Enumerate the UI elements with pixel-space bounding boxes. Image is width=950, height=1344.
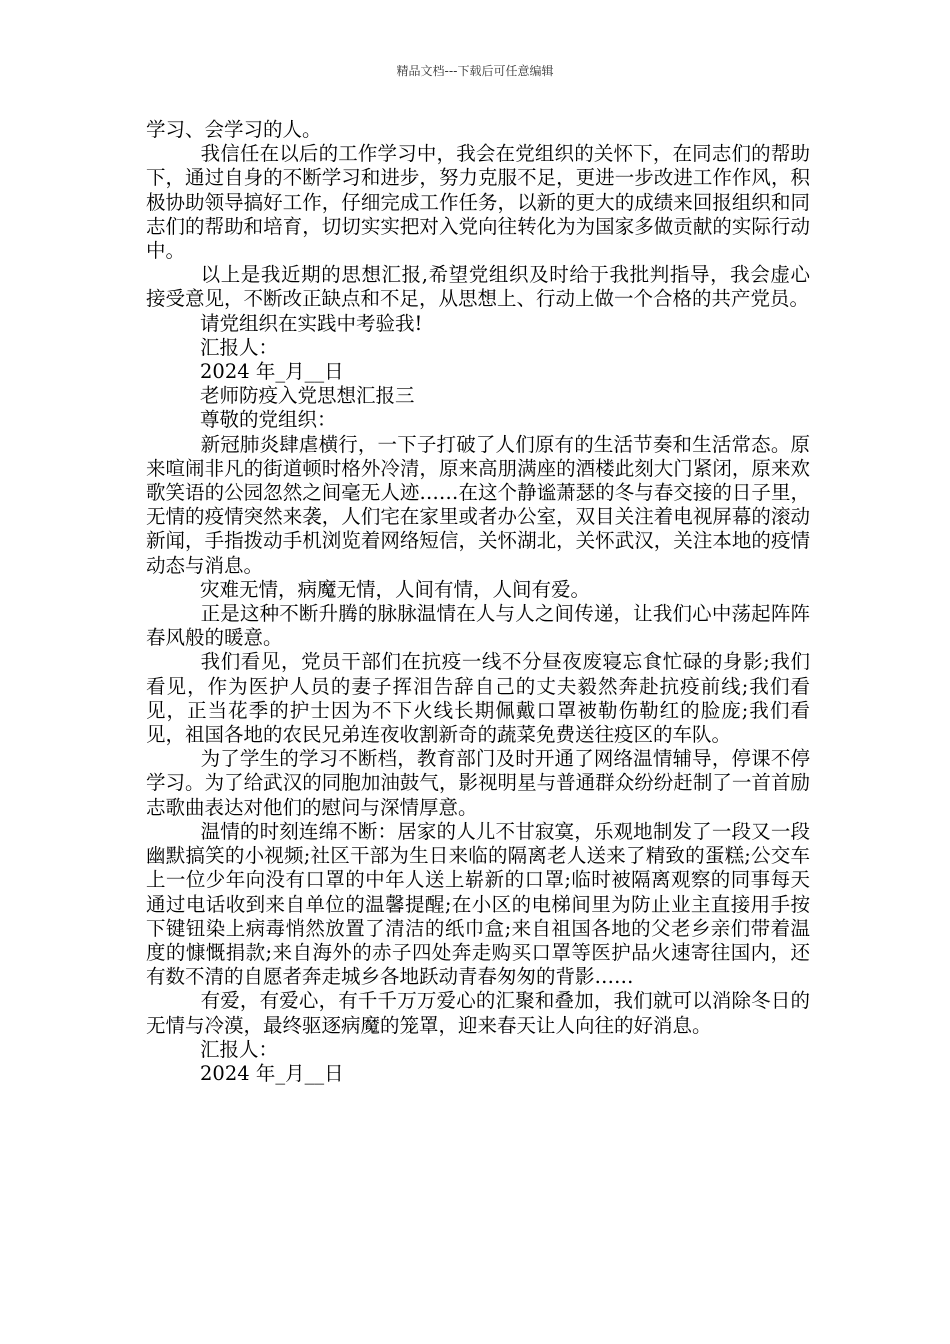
report-date: 2024 年_月__日: [200, 360, 344, 384]
section-title: 老师防疫入党思想汇报三: [200, 384, 415, 408]
paragraph-education: 为了学生的学习不断档，教育部门及时开通了网络温情辅导，停课不停学习。为了给武汉的同胞加油鼓气，影视明星与普通群众纷纷赶制了一首首励志歌曲表达对他们的慰问与深情厚意。: [146, 747, 810, 819]
reporter-label-2: 汇报人：: [200, 1037, 279, 1061]
paragraph-commitment: 我信任在以后的工作学习中，我会在党组织的关怀下，在同志们的帮助下，通过自身的不断学习和进步，努力克服不足，更进一步改进工作作风，积极协助领导搞好工作，仔细完成工作任务，以新的更大的成绩来回报组织和同志们的帮助和培育，切切实实把对入党向往转化为为国家多做贡献的实际行动中。: [146, 142, 810, 263]
closing-request: 请党组织在实践中考验我!: [200, 311, 423, 335]
reporter-label: 汇报人：: [200, 335, 279, 359]
salutation: 尊敬的党组织：: [200, 408, 337, 432]
document-body: [146, 118, 810, 1086]
paragraph-hope: 有爱，有爱心，有千千万万爱心的汇聚和叠加，我们就可以消除冬日的无情与冷漠，最终驱逐病魔的笼罩，迎来春天让人向往的好消息。: [146, 989, 810, 1037]
page-header: 精品文档---下载后可任意编辑: [396, 64, 554, 78]
paragraph-summary: 以上是我近期的思想汇报,希望党组织及时给于我批判指导，我会虚心接受意见，不断改正缺点和不足，从思想上、行动上做一个合格的共产党员。: [146, 263, 810, 311]
paragraph-warmth: 正是这种不断升腾的脉脉温情在人与人之间传递，让我们心中荡起阵阵春风般的暖意。: [146, 602, 810, 650]
paragraph-epidemic: 新冠肺炎肆虐横行，一下子打破了人们原有的生活节奏和生活常态。原来喧闹非凡的街道顿时格外冷清，原来高朋满座的酒楼此刻大门紧闭，原来欢歌笑语的公园忽然之间毫无人迹……在这个静谧萧瑟的冬与春交接的日子里，无情的疫情突然来袭，人们宅在家里或者办公室，双目关注着电视屏幕的滚动新闻，手指拨动手机浏览着网络短信，关怀湖北，关怀武汉，关注本地的疫情动态与消息。: [146, 432, 810, 577]
paragraph-we-see: 我们看见，党员干部们在抗疫一线不分昼夜废寝忘食忙碌的身影;我们看见，作为医护人员的妻子挥泪告辞自己的丈夫毅然奔赴抗疫前线;我们看见，正当花季的护士因为不下火线长期佩戴口罩被勒伤勒红的脸庞;我们看见，祖国各地的农民兄弟连夜收割新奇的蔬菜免费送往疫区的车队。: [146, 650, 810, 747]
paragraph-love: 灾难无情，病魔无情，人间有情，人间有爱。: [200, 577, 591, 601]
paragraph-continuation: 学习、会学习的人。: [146, 118, 322, 141]
paragraph-warm-moments: 温情的时刻连绵不断：居家的人儿不甘寂寞，乐观地制发了一段又一段幽默搞笑的小视频;社区干部为生日来临的隔离老人送来了精致的蛋糕;公交车上一位少年向没有口罩的中年人送上崭新的口罩;临时被隔离观察的同事每天通过电话收到来自单位的温馨提醒;在小区的电梯间里为防止业主直接用手按下键钮染上病毒悄然放置了清洁的纸巾盒;来自祖国各地的父老乡亲们带着温度的慷慨捐款;来自海外的赤子四处奔走购买口罩等医护品火速寄往国内，还有数不清的自愿者奔走城乡各地跃动青春匆匆的背影……: [146, 819, 810, 989]
report-date-2: 2024 年_月__日: [200, 1061, 344, 1085]
